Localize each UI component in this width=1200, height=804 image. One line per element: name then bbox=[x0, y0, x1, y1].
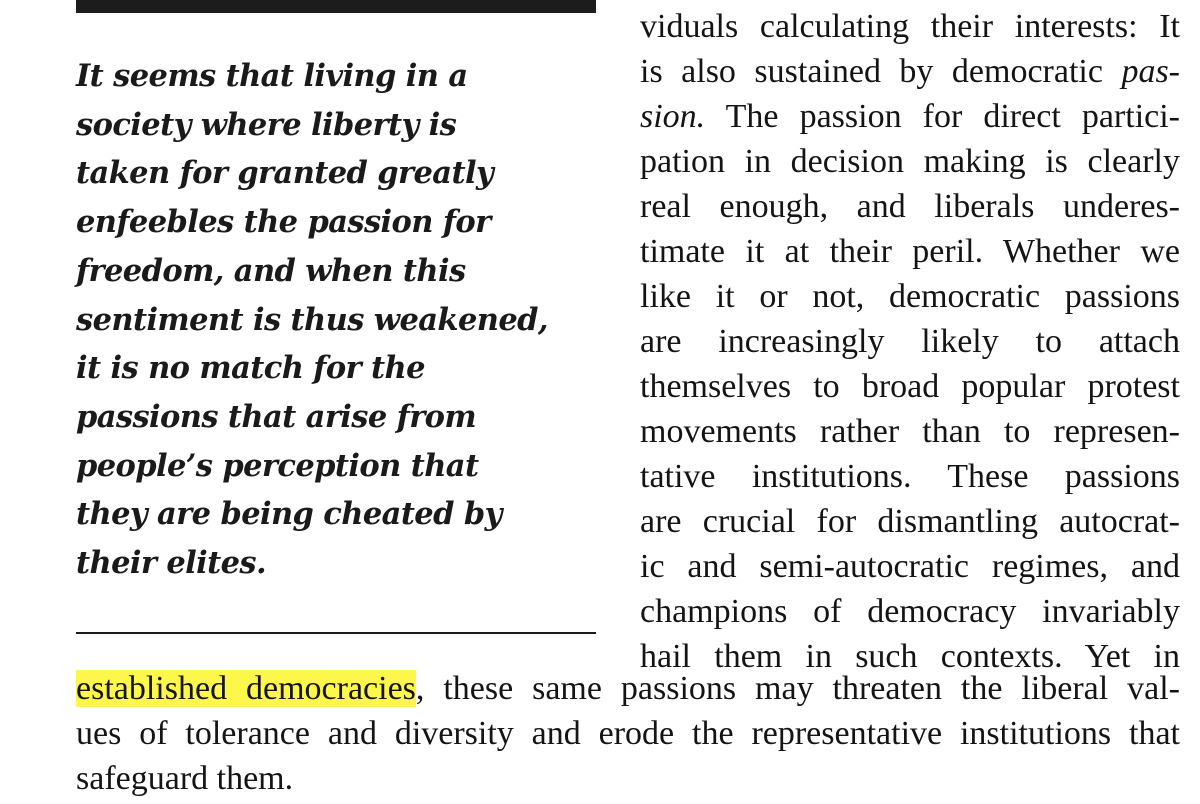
pull-quote-line: enfeebles the passion for bbox=[76, 204, 491, 241]
pull-quote bbox=[76, 52, 606, 588]
italic-word: pas- bbox=[1121, 53, 1180, 90]
body-line: ic and semi-autocratic regimes, and bbox=[640, 548, 1180, 585]
body-text-segment: , these same passions may threaten the liberal val- bbox=[415, 670, 1180, 707]
body-line: timate it at their peril. Whether we bbox=[640, 233, 1180, 270]
pull-quote-line: they are being cheated by bbox=[76, 496, 502, 533]
body-line: safeguard them. bbox=[76, 760, 294, 797]
pull-quote-line: taken for granted greatly bbox=[76, 155, 494, 192]
body-line: are increasingly likely to attach bbox=[640, 323, 1180, 360]
pull-quote-line: their elites. bbox=[76, 545, 267, 582]
body-line: viduals calculating their interests: It bbox=[640, 8, 1180, 45]
pull-quote-line: It seems that living in a bbox=[76, 58, 468, 94]
italic-word: sion. bbox=[640, 98, 706, 135]
body-line bbox=[76, 666, 1180, 711]
body-line: real enough, and liberals underes- bbox=[640, 188, 1180, 225]
body-full-width-text bbox=[76, 666, 1180, 801]
pull-quote-bottom-rule bbox=[76, 632, 596, 634]
body-line: themselves to broad popular protest bbox=[640, 368, 1180, 405]
body-line: ues of tolerance and diversity and erode the representative institutions that bbox=[76, 715, 1180, 752]
pull-quote-line: people’s perception that bbox=[76, 447, 479, 484]
body-line: champions of democracy invariably bbox=[640, 593, 1180, 630]
pull-quote-line: passions that arise from bbox=[76, 398, 477, 435]
body-line: like it or not, democratic passions bbox=[640, 278, 1180, 315]
body-line: pation in decision making is clearly bbox=[640, 143, 1180, 180]
body-line: movements rather than to represen- bbox=[640, 413, 1180, 450]
highlighted-text[interactable]: established democracies bbox=[76, 670, 416, 707]
body-column-text bbox=[640, 4, 1180, 679]
pull-quote-line: it is no match for the bbox=[76, 350, 425, 387]
pull-quote-line: society where liberty is bbox=[76, 106, 457, 143]
body-line bbox=[640, 49, 1180, 94]
body-text-segment: The passion for direct partici- bbox=[705, 98, 1180, 135]
pull-quote-top-bar bbox=[76, 0, 596, 13]
body-line: are crucial for dismantling autocrat- bbox=[640, 503, 1180, 540]
body-text-segment: is also sustained by democratic bbox=[640, 53, 1122, 90]
pull-quote-line: sentiment is thus weakened, bbox=[76, 301, 548, 338]
body-line bbox=[640, 94, 1180, 139]
pull-quote-line: freedom, and when this bbox=[76, 252, 466, 289]
body-line: hail them in such contexts. Yet in bbox=[640, 638, 1180, 675]
body-line: tative institutions. These passions bbox=[640, 458, 1180, 495]
